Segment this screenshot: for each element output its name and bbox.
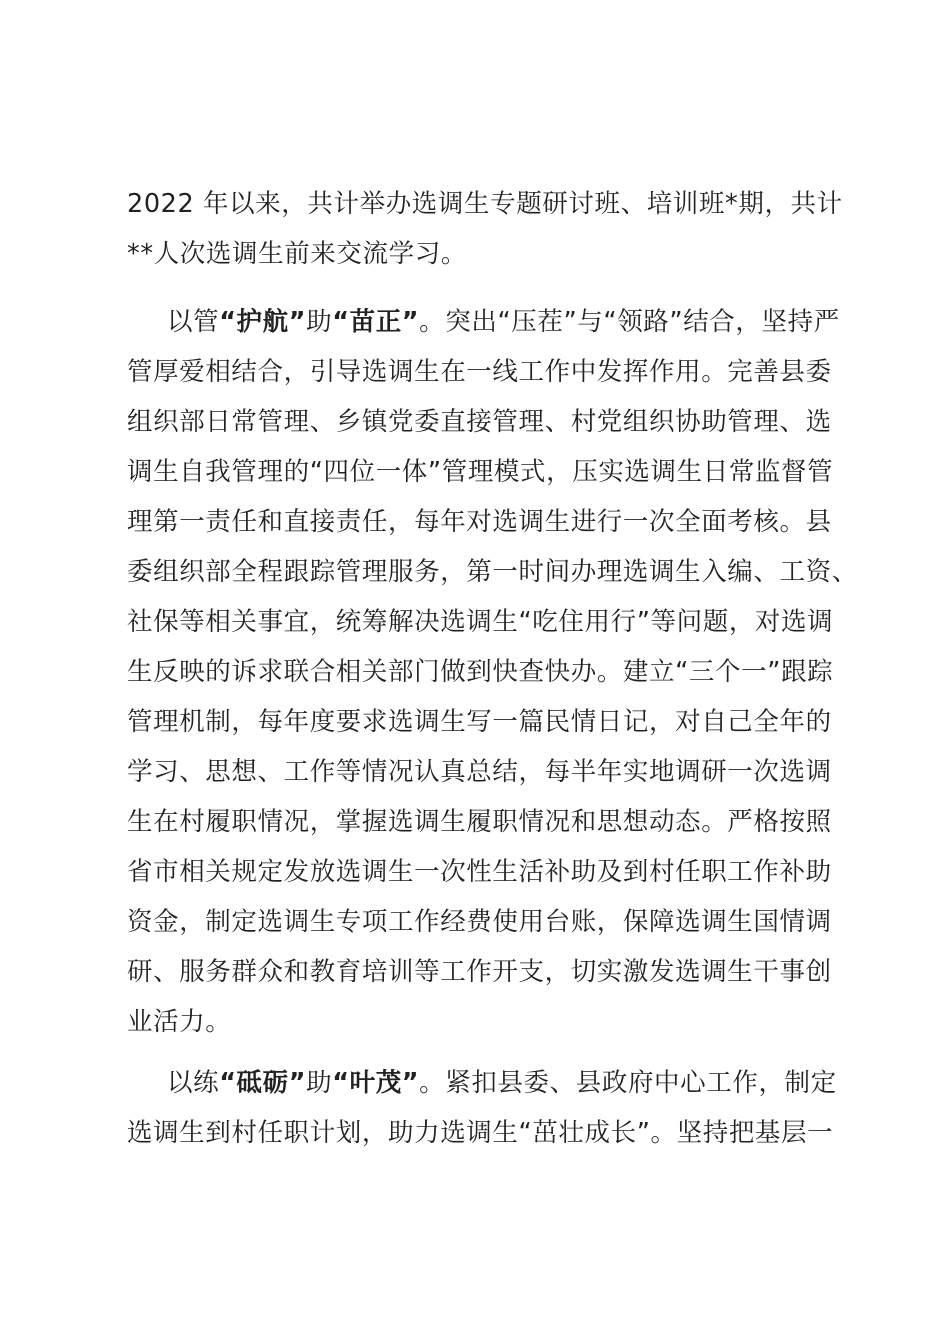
lead-text: 。突出“压茬”与“领路”结合，坚持严 [419, 307, 840, 337]
paragraph-lead-line [127, 297, 839, 347]
lead-text: 助 [306, 307, 333, 337]
paragraph-training-stats [127, 179, 843, 279]
paragraph-line: 组织部日常管理、乡镇党委直接管理、村党组织协助管理、选 [127, 407, 832, 437]
paragraph-line: 理第一责任和直接责任，每年对选调生进行一次全面考核。县 [127, 507, 832, 537]
paragraph-line: 社保等相关事宜，统筹解决选调生“吃住用行”等问题，对选调 [127, 607, 834, 637]
paragraph-line: 调生自我管理的“四位一体”管理模式，压实选调生日常监督管 [127, 457, 834, 487]
lead-text: 以练 [167, 1068, 220, 1098]
lead-text: 以管 [167, 307, 220, 337]
paragraph-line: 省市相关规定发放选调生一次性生活补助及到村任职工作补助 [127, 857, 832, 887]
paragraph-management [127, 297, 858, 1047]
paragraph-line: 生在村履职情况，掌握选调生履职情况和思想动态。严格按照 [127, 807, 832, 837]
paragraph-line: 资金，制定选调生专项工作经费使用台账，保障选调生国情调 [127, 907, 832, 937]
paragraph-line: 生反映的诉求联合相关部门做到快查快办。建立“三个一”跟踪 [127, 657, 834, 687]
paragraph-training [127, 1058, 839, 1158]
paragraph-line: 学习、思想、工作等情况认真总结，每半年实地调研一次选调 [127, 757, 832, 787]
paragraph-line: 业活力。 [127, 1007, 232, 1037]
paragraph-line: 委组织部全程跟踪管理服务，第一时间办理选调生入编、工资、 [127, 557, 858, 587]
lead-keyword: “苗正” [332, 307, 420, 337]
paragraph-line: 2022 年以来，共计举办选调生专题研讨班、培训班*期，共计 [127, 189, 843, 219]
paragraph-line: 管厚爱相结合，引导选调生在一线工作中发挥作用。完善县委 [127, 357, 832, 387]
lead-keyword: “叶茂” [332, 1068, 420, 1098]
lead-keyword: “护航” [219, 307, 307, 337]
paragraph-lead-line [127, 1058, 839, 1108]
lead-keyword: “砥砺” [219, 1068, 307, 1098]
lead-text: 助 [306, 1068, 333, 1098]
paragraph-line: 研、服务群众和教育培训等工作开支，切实激发选调生干事创 [127, 957, 832, 987]
lead-text: 。紧扣县委、县政府中心工作，制定 [419, 1068, 837, 1098]
paragraph-line: **人次选调生前来交流学习。 [127, 239, 467, 269]
paragraph-line: 选调生到村任职计划，助力选调生“茁壮成长”。坚持把基层一 [127, 1118, 834, 1148]
paragraph-line: 管理机制，每年度要求选调生写一篇民情日记，对自己全年的 [127, 707, 832, 737]
